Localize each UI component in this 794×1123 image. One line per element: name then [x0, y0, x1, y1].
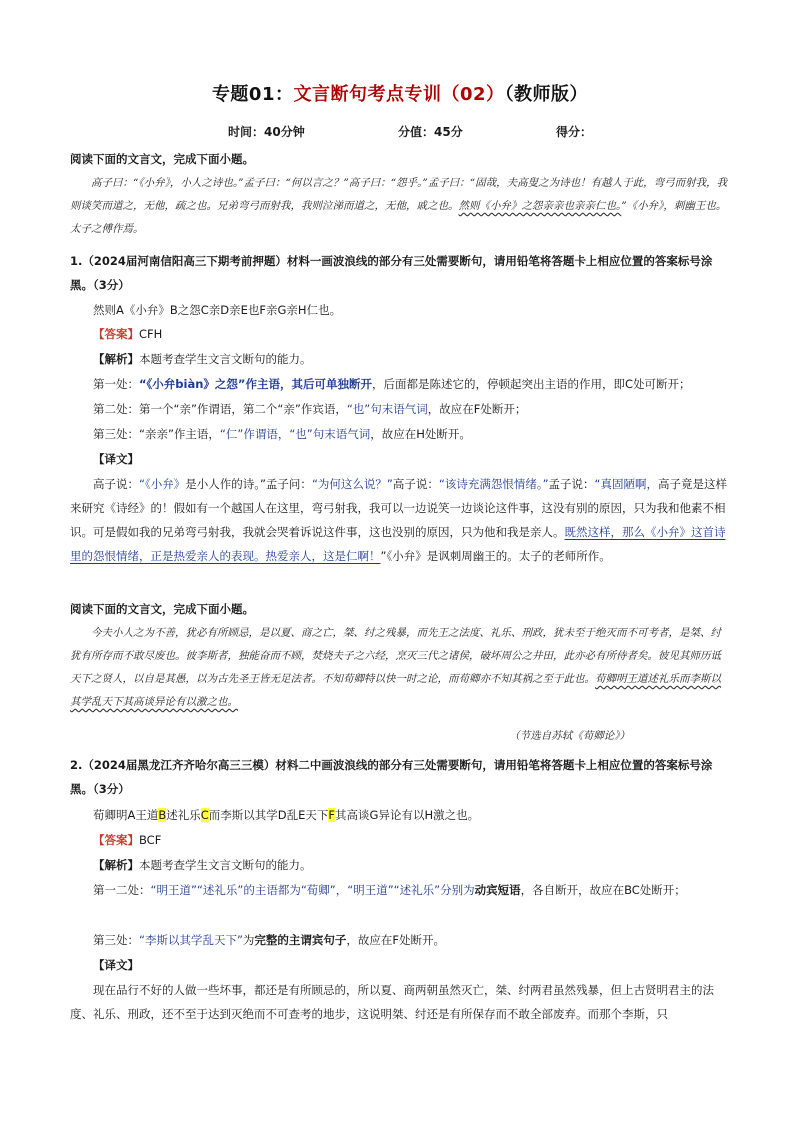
passage-2-text: 今夫小人之为不善，犹必有所顾忌，是以夏、商之亡，桀、纣之残暴，而先王之法度、礼乐、刑政，犹未至于绝灭而不可考者，是桀、纣犹有所存而不敢尽废也。彼李斯者，独能奋而不顾，焚烧夫子之六经，烹灭三代之诸侯，破坏周公之井田，此亦必有所侍者矣。彼见其师历诋天下之贤人，以自是其愚，以为古先圣王皆无足法者。不知荀卿特以快一时之论，而荀卿亦不知其祸之至于此也。 [70, 627, 721, 685]
analysis-1-point-3: 第三处：“亲亲”作主语，“仁”作谓语，“也”句末语气词，故应在H处断开。 [93, 427, 471, 441]
source-2: （节选自苏轼《荀卿论》） [509, 730, 630, 742]
analysis-1-point-2: 第二处：第一个“亲”作谓语，第二个“亲”作宾语，“也”句末语气词，故应在F处断开； [93, 402, 527, 416]
translation-2: 现在品行不好的人做一些坏事，都还是有所顾忌的，所以夏、商两朝虽然灭亡，桀、纣两君虽然残暴，但上古贤明君主的法度、礼乐、刑政，还不至于达到灭绝而不可查考的地步，这说明桀、纣还是有所保存而不敢全部废弃。而那个李斯，只 [70, 983, 714, 1021]
analysis-2-point-1: 第一二处：“明王道”“述礼乐”的主语都为“荀卿”，“明王道”“述礼乐”分别为动宾短语，各自断开，故应在BC处断开； [93, 883, 686, 897]
time-label: 时间：40分钟 [228, 125, 305, 139]
answer-label: 【答案】 [93, 327, 139, 341]
translation-label-2: 【译文】 [93, 958, 139, 972]
instruction-2: 阅读下面的文言文，完成下面小题。 [70, 602, 254, 616]
title-prefix: 专题01： [211, 84, 294, 105]
score-label: 分值：45分 [398, 125, 463, 139]
passage-1-text: 高子曰：“《小弁》，小人之诗也。”孟子曰：“何以言之？”高子曰：“怨乎。”孟子曰：“固哉，夫高叟之为诗也！有越人于此，弯弓而射我，我则谈笑而道之，无他，疏之也。兄弟弯弓而射我，我则泣涕而道之，无他，戚之也。 [70, 177, 728, 212]
analysis-2: 【解析】本题考查学生文言文断句的能力。 [93, 858, 312, 872]
analysis-1 [70, 347, 730, 371]
analysis-2-point-2: 第三处：“李斯以其学乱天下”为完整的主谓宾句子，故应在F处断开。 [93, 933, 446, 947]
answer-2: 【答案】BCF [93, 833, 162, 847]
answer-value: CFH [139, 327, 163, 341]
analysis-text: 本题考查学生文言文断句的能力。 [139, 352, 312, 366]
passage-1-wavy: 然则《小弁》之怨亲亲也亲亲仁也。 [458, 200, 622, 212]
analysis-label: 【解析】 [93, 352, 139, 366]
passage-1-tail: ”《小弁》，刺幽王也。太子之傅作焉。 [70, 200, 727, 235]
passage-1 [70, 172, 730, 241]
title-suffix: （教师版） [504, 84, 589, 105]
question-2: 2.（2024届黑龙江齐齐哈尔高三三模）材料二中画波浪线的部分有三处需要断句，请用铅笔将答题卡上相应位置的答案标号涂黑。（3分） [70, 758, 713, 796]
options-1: 然则A《小弁》B之怨C亲D亲E也F亲G亲H仁也。 [93, 303, 342, 317]
passage-2-wavy: 荀卿明王道述礼乐而李斯以其学乱天下其高谈异论有以激之也。 [70, 673, 721, 708]
answer-1 [70, 322, 730, 346]
passage-2 [70, 622, 730, 714]
analysis-1-point-1: 第一处：“《小弁biàn》之怨”作主语，其后可单独断开，后面都是陈述它的，停顿起突出主语的作用，即C处可断开； [93, 377, 691, 391]
question-1: 1.（2024届河南信阳高三下期考前押题）材料一画波浪线的部分有三处需要断句，请用铅笔将答题卡上相应位置的答案标号涂黑。（3分） [70, 254, 713, 292]
page-title [70, 80, 730, 106]
translation-label-1: 【译文】 [93, 452, 139, 466]
translation-1: 高子说：“《小弁》是小人作的诗。”孟子问：“为何这么说？”高子说：“该诗充满怨恨情绪。”孟子说：“真固陋啊，高子竟是这样来研究《诗经》的！假如有一个越国人在这里，弯弓射我，我可以一边说笑一边谈论这件事，这没有别的原因，只为我和他素不相识。可是假如我的兄弟弯弓射我，我就会哭着诉说这件事，这也没别的原因，只为他和我是亲人。既然这样，那么《小弁》这首诗里的怨恨情绪，正是热爱亲人的表现。热爱亲人，这是仁啊！”《小弁》是讽刺周幽王的。太子的老师所作。 [70, 477, 727, 563]
instruction-1: 阅读下面的文言文，完成下面小题。 [70, 152, 254, 166]
result-label: 得分： [556, 125, 593, 139]
title-main: 文言断句考点专训（02） [293, 84, 505, 105]
options-2: 荀卿明A王道B述礼乐C而李斯以其学D乱E天下F其高谈G异论有以H激之也。 [93, 808, 480, 822]
